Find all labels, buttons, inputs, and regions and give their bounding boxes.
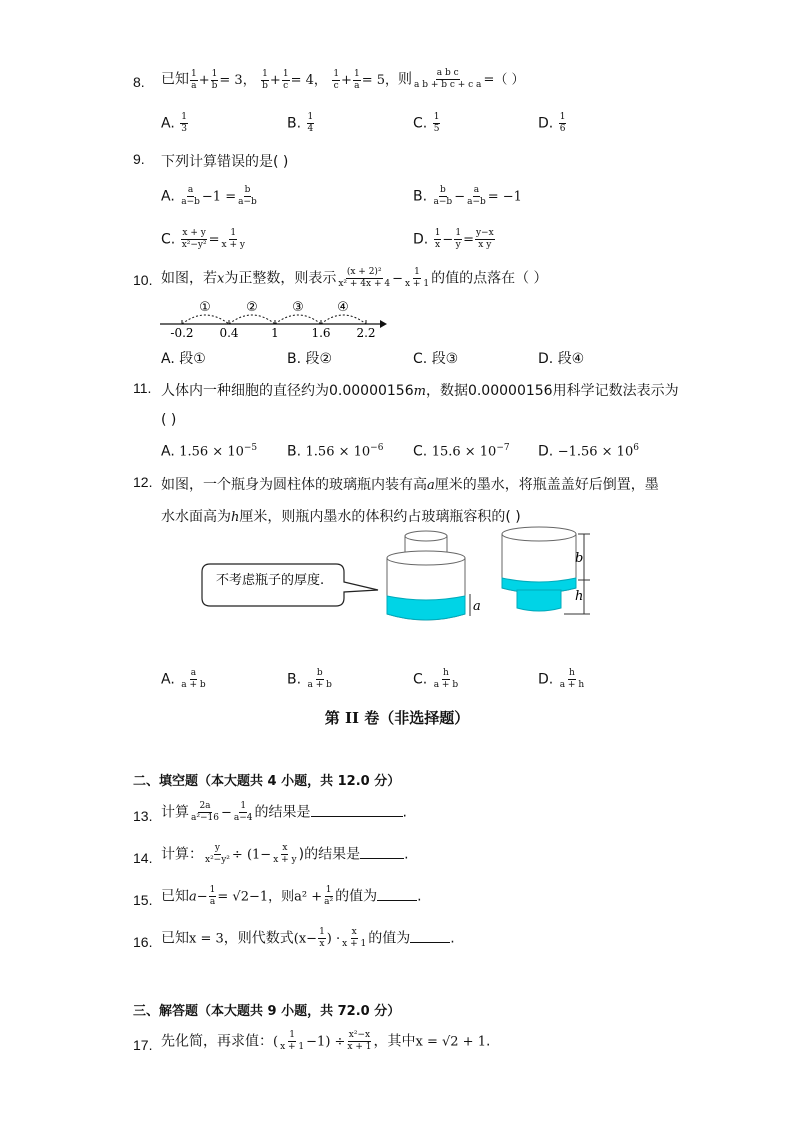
q10-minus: − [392,271,403,287]
option-exponent: 6 [633,443,639,453]
q14-tail: )的结果是 [298,846,361,863]
q15-number: 15. [133,892,153,908]
ink-upright [387,596,465,620]
frac-num: b [244,185,251,195]
q13-stem-text: 计算 [161,804,189,821]
frac-den: a−b [238,197,257,207]
frac-num: x [351,927,357,937]
option-label: D. [538,351,554,367]
q16-answer-blank[interactable] [410,930,450,943]
q10-var: x [217,271,225,287]
q16-end: . [450,930,455,947]
segment-label-2: ② [246,300,258,315]
q9-option-a[interactable] [161,185,259,208]
option-frac [307,668,333,691]
q10-stem [161,267,548,290]
frac-num: y [214,843,220,853]
option-label: A. [161,188,175,205]
option-operator: −1 = [201,189,237,205]
option-text: 段② [305,351,333,367]
option-frac [221,228,246,251]
section-fill-in-title: 二、填空题（本大题共 4 小题，共 12.0 分） [133,774,401,789]
frac-num: h [442,668,449,678]
q10-frac2 [404,267,430,290]
frac-den: x + y [273,855,297,865]
q16-frac1 [318,927,326,950]
frac-den: 3 [181,124,187,134]
q14-stem [161,843,409,866]
option-frac [475,228,495,251]
option-frac [433,668,459,691]
q10-stem-b: 为正整数，则表示 [224,270,337,287]
q13-frac1 [190,801,220,824]
q15-tail: 的值为 [335,888,378,905]
frac-num: a [473,185,480,195]
option-rhs: = −1 [487,189,522,205]
option-label: D. [413,231,429,248]
q17-end: . [485,1033,491,1050]
label-b: b [575,551,584,566]
option-operator: = [463,232,474,248]
option-label: C. [413,115,428,132]
frac-num: 1 [181,112,187,122]
q17-stem-text: 先化简，再求值： [161,1033,273,1050]
q11-option-a[interactable] [161,443,257,460]
tick-label: 1.6 [311,326,331,340]
q16-expr-a: (x− [293,931,318,947]
q11-stem-b: ，数据0.00000156用科学记数法表示为 [425,383,679,399]
frac-num: 1 [333,68,340,79]
q9-option-d[interactable] [413,228,496,251]
q12-option-b[interactable] [287,668,334,691]
option-label: A. [161,671,175,688]
q15-minus: − [196,889,208,905]
tick-label: 0.4 [219,326,239,340]
frac-den: a² [324,897,334,907]
q17-condition: x = √2 + 1 [415,1034,486,1050]
q10-option-d[interactable] [538,348,584,368]
frac-den: x²−y² [205,855,230,865]
option-label: D. [538,443,554,460]
q10-option-b[interactable] [287,348,332,368]
frac-den: a−b [467,197,486,207]
frac-den: x y [478,240,492,250]
q12-var-h: h [231,510,240,525]
option-label: C. [161,231,176,248]
q13-frac2 [233,801,254,824]
q15-var: a [189,889,197,905]
frac-den: x + 1 [280,1042,305,1052]
frac-num: 1 [434,228,441,238]
option-exponent: −6 [370,443,384,453]
q17-number: 17. [133,1037,153,1053]
frac-num: 1 [230,228,237,238]
option-frac [237,185,258,208]
q15-answer-blank[interactable] [377,888,417,901]
q8-eq2-rhs: = 4， [290,72,327,88]
bottle-cap-top [405,531,447,541]
q11-unit: m [413,384,426,399]
q12-stem-line1 [161,474,659,494]
frac-num: b [439,185,446,195]
frac-num: 1 [353,68,360,79]
frac-num: 1 [325,885,332,895]
frac-num: (x + 2)² [346,267,382,277]
q17-frac2 [346,1030,372,1053]
option-label: A. [161,443,175,460]
frac-den: x [435,240,441,250]
q15-rhs: = √2−1，则 [217,889,295,905]
option-label: C. [413,671,428,688]
frac-num: 1 [414,267,420,277]
q15-end: . [417,888,422,905]
q16-stem [161,927,455,950]
q13-end: . [402,804,407,821]
frac-num: 1 [262,68,268,79]
frac-num: 1 [455,228,462,238]
frac-den: a [209,897,216,907]
option-label: B. [413,188,428,205]
option-label: B. [287,671,302,688]
q12-stem-line2 [161,506,521,526]
upright-bottle [387,531,481,620]
q8-eq1-frac1 [190,69,198,92]
q16-tail: 的值为 [368,930,411,947]
q8-stem-tail: =（ ） [483,72,525,88]
q8-eq3-rhs: = 5， [361,72,398,88]
q9-stem: 下列计算错误的是( ) [161,154,289,170]
segment-arc-2 [229,315,275,324]
q14-number: 14. [133,850,153,866]
inverted-bottle [502,527,590,614]
q11-stem [161,380,679,400]
q12-figure [198,524,628,634]
q8-eq1-rhs: = 3， [219,72,256,88]
frac-den: a−b [181,197,200,207]
frac-num: 1 [240,801,247,811]
frac-den: 4 [307,124,314,134]
q11-option-b[interactable] [287,443,383,460]
option-label: D. [538,671,554,688]
frac-num: 1 [433,112,440,122]
frac-den: x + y [221,240,245,250]
frac-den: x + 1 [405,279,430,289]
tick-label: 2.2 [356,326,376,340]
q15-frac2 [323,885,334,908]
q12-option-d[interactable] [538,668,586,691]
frac-num: 1 [211,68,218,79]
frac-num: 1 [191,68,197,79]
option-frac [181,228,208,251]
frac-den: 5 [433,124,440,134]
q8-answer-frac [413,68,482,91]
q12-line1-a: 如图，一个瓶身为圆柱体的玻璃瓶内装有高 [161,477,427,493]
option-text: 1.56 × 10 [305,444,371,460]
q12-line1-b: 厘米的墨水，将瓶盖盖好后倒置，墨 [434,477,659,493]
q14-answer-blank[interactable] [360,846,404,859]
option-label: B. [287,351,302,367]
q14-stem-text: 计算： [161,846,203,863]
option-label: B. [287,443,302,460]
q8-stem-then: 则 [397,71,412,88]
q8-stem-prefix: 已知 [161,71,189,88]
frac-num: a b c [436,68,459,78]
q13-operator: − [220,805,232,821]
frac-den: a + b [307,680,332,690]
q17-operator: −1) ÷ [306,1034,346,1050]
q10-option-c[interactable] [413,348,458,368]
q15-expr: a² + [294,889,323,905]
tick-label: -0.2 [170,326,194,340]
frac-den: x + 1 [347,1042,372,1052]
q14-operator: ÷ (1− [231,847,272,863]
option-frac [466,185,487,208]
option-label: D. [538,115,554,132]
option-label: A. [161,115,175,132]
frac-num: y−x [475,228,494,238]
option-label: C. [413,351,428,367]
option-text: −1.56 × 10 [557,444,634,460]
segment-arc-4 [321,315,366,324]
frac-num: 1 [289,1030,295,1040]
option-exponent: −7 [496,443,510,453]
option-frac [307,112,315,135]
option-frac [180,668,206,691]
q15-stem-text: 已知 [161,888,189,905]
option-frac [559,112,567,135]
bottle-top-rim [387,551,465,565]
q14-end: . [404,846,409,863]
q13-number: 13. [133,808,153,824]
q17-tail: ，其中 [373,1033,416,1050]
q8-stem [161,68,524,92]
option-frac [454,228,462,251]
option-frac [433,112,441,135]
frac-num: 1 [559,112,566,122]
q8-eq2-frac1 [261,69,269,92]
q14-frac1 [204,843,231,866]
q9-number: 9. [133,151,145,167]
q16-mid: ，则代数式 [223,930,294,947]
option-operator: − [442,232,454,248]
q12-option-a[interactable] [161,668,208,691]
frac-num: 1 [319,927,325,937]
q13-tail: 的结果是 [254,804,311,821]
option-frac [434,228,442,251]
frac-den: a−b [433,197,453,207]
option-label: C. [413,443,428,460]
part-two-title: 第 II 卷（非选择题） [324,709,470,727]
bubble-text: 不考虑瓶子的厚度. [216,573,325,588]
q12-line2-b: 厘米，则瓶内墨水的体积约占玻璃瓶容积的( ) [239,509,521,525]
ink-cap [517,590,561,611]
q10-number: 10. [133,272,153,288]
frac-num: x [282,843,288,853]
frac-den: a²−16 [191,813,219,823]
label-a: a [473,599,481,614]
label-h: h [575,589,584,604]
q8-eq3-frac2 [353,69,361,92]
frac-num: x + y [182,228,206,238]
q9-option-c[interactable] [161,228,247,251]
option-operator: − [454,189,466,205]
q10-stem-a: 如图，若 [161,270,217,287]
option-text: 段③ [431,351,459,367]
option-text: 15.6 × 10 [431,444,497,460]
option-text: 段④ [557,351,585,367]
frac-num: x²−x [348,1030,371,1040]
q12-line2-a: 水水面高为 [161,509,231,525]
frac-den: b [262,80,268,91]
q8-eq2: $\frac{1}{b}$ + $\frac{1}{c}$ = 4， [262,68,327,91]
option-label: A. [161,351,175,367]
frac-den: a + b [433,680,459,690]
frac-num: 1 [282,68,289,79]
frac-den: x + 1 [342,939,367,949]
q8-option-c[interactable] [413,112,441,135]
frac-den: a + h [559,680,585,690]
frac-num: a [187,185,194,195]
option-text: 段① [179,351,206,367]
frac-den: a [354,80,360,91]
option-frac [180,185,201,208]
frac-den: a + b [181,680,206,690]
q11-number: 11. [133,380,152,396]
q13-stem [161,801,407,824]
tick-label: 1 [271,326,279,340]
option-frac [180,112,188,135]
frac-den: a−4 [233,813,253,823]
frac-den: b [211,80,218,91]
q8-eq1: $\frac{1}{a}$ + $\frac{1}{b}$ = 3， [191,68,256,91]
q8-option-b[interactable] [287,112,315,135]
q8-eq2-frac2 [282,69,290,92]
option-operator: = [208,232,220,248]
frac-den: x² + 4x + 4 [338,279,391,289]
frac-den: x [319,939,325,949]
segment-arc-3 [275,315,321,324]
axis-arrow-icon [380,320,387,328]
option-frac [433,185,454,208]
option-label: B. [287,115,302,132]
frac-den: c [283,80,289,91]
q12-var-a: a [427,478,435,493]
segment-arc-1 [182,315,229,324]
frac-num: 1 [307,112,314,122]
q17-frac1 [279,1030,305,1053]
q11-option-d[interactable] [538,443,639,460]
q8-number: 8. [133,74,145,90]
bottle-bottom-rim [502,527,576,541]
frac-den: c [333,80,339,91]
option-frac [559,668,585,691]
q12-option-c[interactable] [413,668,460,691]
q15-stem [161,885,422,908]
q16-number: 16. [133,934,153,950]
q17-paren-open: ( [273,1034,279,1050]
segment-label-4: ④ [337,300,349,315]
segment-label-3: ③ [292,300,304,315]
q17-stem [161,1030,490,1053]
q16-frac2 [341,927,367,950]
q8-eq3: $\frac{1}{c}$ + $\frac{1}{a}$ = 5， [333,68,398,91]
frac-num: a [190,668,197,678]
q16-expr-b: ) · [326,931,341,947]
q13-answer-blank[interactable] [311,804,403,817]
q9-option-b[interactable] [413,185,522,208]
frac-den: a [191,80,197,91]
q10-stem-c: 的值的点落在（ ） [431,270,548,287]
q8-option-d[interactable] [538,112,567,135]
q16-condition: x = 3 [189,931,224,947]
q15-frac1 [209,885,217,908]
frac-den: a b + b c + c a [413,80,482,90]
frac-num: h [569,668,575,678]
option-text: 1.56 × 10 [179,444,244,460]
frac-den: 6 [559,124,566,134]
q8-option-a[interactable] [161,112,189,135]
q14-frac2 [272,843,297,866]
segment-label-1: ① [199,300,211,315]
q10-frac1 [337,267,391,290]
frac-num: 1 [209,885,216,895]
frac-num: b [316,668,323,678]
q8-eq3-frac1 [332,69,340,92]
frac-den: x²−y² [181,240,207,250]
frac-den: y [455,240,461,250]
q11-stem-paren: ( ) [161,412,177,428]
q10-number-line [158,296,388,342]
q8-eq1-frac2 [211,69,219,92]
q11-option-c[interactable] [413,443,510,460]
q16-stem-text: 已知 [161,930,189,947]
option-exponent: −5 [243,443,258,453]
q10-option-a[interactable] [161,348,206,368]
frac-num: 2a [199,801,211,811]
q12-number: 12. [133,474,153,490]
section-answer-title: 三、解答题（本大题共 9 小题，共 72.0 分） [133,1004,401,1019]
q11-stem-a: 人体内一种细胞的直径约为0.00000156 [161,383,414,399]
